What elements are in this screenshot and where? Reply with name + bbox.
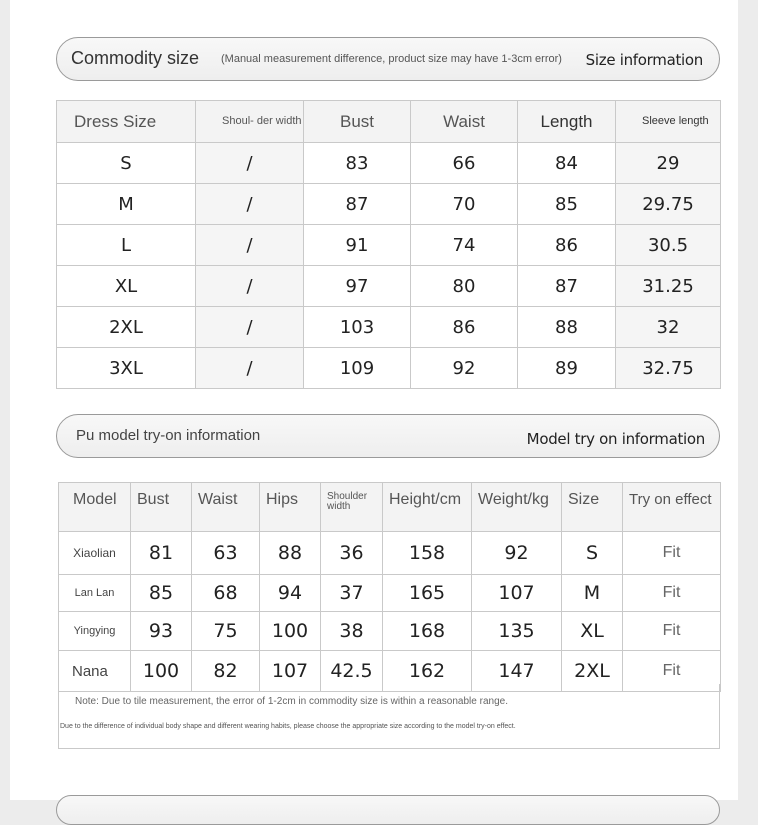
bust-cell: 85 (131, 575, 192, 612)
hips-cell: 94 (260, 575, 321, 612)
shoulder-cell: 38 (321, 612, 383, 651)
table-row (57, 143, 721, 184)
model-name-cell: Lan Lan (59, 575, 131, 612)
header-bust: Bust (304, 101, 411, 143)
waist-cell: 70 (411, 184, 518, 225)
model-table (58, 482, 721, 692)
waist-cell: 82 (192, 651, 260, 692)
shoulder-cell: / (196, 266, 304, 307)
hips-cell: 107 (260, 651, 321, 692)
header-size: Size (562, 483, 623, 532)
waist-cell: 86 (411, 307, 518, 348)
height-cell: 162 (383, 651, 472, 692)
try-on-effect-cell: Fit (623, 651, 721, 692)
bust-cell: 87 (304, 184, 411, 225)
header-sleeve-length: Sleeve length (616, 101, 721, 143)
size-table-header (57, 101, 721, 143)
sleeve-cell: 32.75 (616, 348, 721, 389)
waist-cell: 66 (411, 143, 518, 184)
bust-cell: 83 (304, 143, 411, 184)
bust-cell: 91 (304, 225, 411, 266)
measurement-note-text: Note: Due to tile measurement, the error of 1-2cm in commodity size is within a reasonable range. (75, 696, 508, 707)
weight-cell: 135 (472, 612, 562, 651)
model-info-title: Pu model try-on information (76, 427, 261, 444)
size-cell: L (57, 225, 196, 266)
hips-cell: 88 (260, 532, 321, 575)
table-row (57, 266, 721, 307)
table-row (57, 348, 721, 389)
model-name-cell: Yingying (59, 612, 131, 651)
size-cell: 3XL (57, 348, 196, 389)
bust-cell: 109 (304, 348, 411, 389)
shoulder-cell: / (196, 184, 304, 225)
size-cell: XL (562, 612, 623, 651)
table-row (59, 612, 721, 651)
length-cell: 85 (518, 184, 616, 225)
header-shoulder-width: Shoul- der width (196, 101, 304, 143)
shoulder-cell: 36 (321, 532, 383, 575)
weight-cell: 92 (472, 532, 562, 575)
length-cell: 84 (518, 143, 616, 184)
try-on-effect-cell: Fit (623, 532, 721, 575)
size-cell: S (562, 532, 623, 575)
header-length: Length (518, 101, 616, 143)
commodity-size-header (56, 37, 720, 81)
shoulder-cell: / (196, 143, 304, 184)
header-hips: Hips (260, 483, 321, 532)
bust-cell: 100 (131, 651, 192, 692)
table-row (59, 575, 721, 612)
height-cell: 165 (383, 575, 472, 612)
length-cell: 86 (518, 225, 616, 266)
try-on-effect-cell: Fit (623, 612, 721, 651)
height-cell: 158 (383, 532, 472, 575)
commodity-size-title: Commodity size (71, 48, 200, 68)
hips-cell: 100 (260, 612, 321, 651)
shoulder-cell: / (196, 307, 304, 348)
table-row (57, 184, 721, 225)
header-waist: Waist (411, 101, 518, 143)
bust-cell: 97 (304, 266, 411, 307)
size-information-label: Size information (585, 51, 703, 69)
bust-cell: 93 (131, 612, 192, 651)
shoulder-cell: / (196, 225, 304, 266)
shoulder-cell: 42.5 (321, 651, 383, 692)
measurement-note: (Manual measurement difference, product size may have 1-3cm error) (221, 53, 562, 65)
sleeve-cell: 29 (616, 143, 721, 184)
size-table (56, 100, 721, 389)
model-name-cell: Nana (59, 651, 131, 692)
notes-box (58, 684, 720, 749)
header-try-on-effect: Try on effect (623, 483, 721, 532)
model-name-cell: Xiaolian (59, 532, 131, 575)
try-on-effect-cell: Fit (623, 575, 721, 612)
size-advice-text: Due to the difference of individual body shape and different wearing habits, please choose the appropriate size according to the model try-on effect. (60, 723, 516, 730)
waist-cell: 80 (411, 266, 518, 307)
size-cell: M (57, 184, 196, 225)
table-row (57, 225, 721, 266)
sleeve-cell: 31.25 (616, 266, 721, 307)
shoulder-cell: / (196, 348, 304, 389)
size-cell: 2XL (562, 651, 623, 692)
header-bust: Bust (131, 483, 192, 532)
header-waist: Waist (192, 483, 260, 532)
sleeve-cell: 30.5 (616, 225, 721, 266)
length-cell: 89 (518, 348, 616, 389)
model-table-header (59, 483, 721, 532)
height-cell: 168 (383, 612, 472, 651)
table-row (59, 532, 721, 575)
header-height: Height/cm (383, 483, 472, 532)
bust-cell: 81 (131, 532, 192, 575)
waist-cell: 75 (192, 612, 260, 651)
weight-cell: 147 (472, 651, 562, 692)
weight-cell: 107 (472, 575, 562, 612)
header-weight: Weight/kg (472, 483, 562, 532)
length-cell: 88 (518, 307, 616, 348)
waist-cell: 74 (411, 225, 518, 266)
size-cell: M (562, 575, 623, 612)
model-info-header (56, 414, 720, 458)
sleeve-cell: 32 (616, 307, 721, 348)
shoulder-cell: 37 (321, 575, 383, 612)
length-cell: 87 (518, 266, 616, 307)
size-cell: XL (57, 266, 196, 307)
sleeve-cell: 29.75 (616, 184, 721, 225)
model-try-on-label: Model try on information (526, 430, 705, 448)
bust-cell: 103 (304, 307, 411, 348)
size-cell: S (57, 143, 196, 184)
header-shoulder-width: Shoulder width (321, 483, 383, 532)
waist-cell: 68 (192, 575, 260, 612)
header-model: Model (59, 483, 131, 532)
table-row (57, 307, 721, 348)
waist-cell: 63 (192, 532, 260, 575)
waist-cell: 92 (411, 348, 518, 389)
size-cell: 2XL (57, 307, 196, 348)
header-dress-size: Dress Size (57, 101, 196, 143)
